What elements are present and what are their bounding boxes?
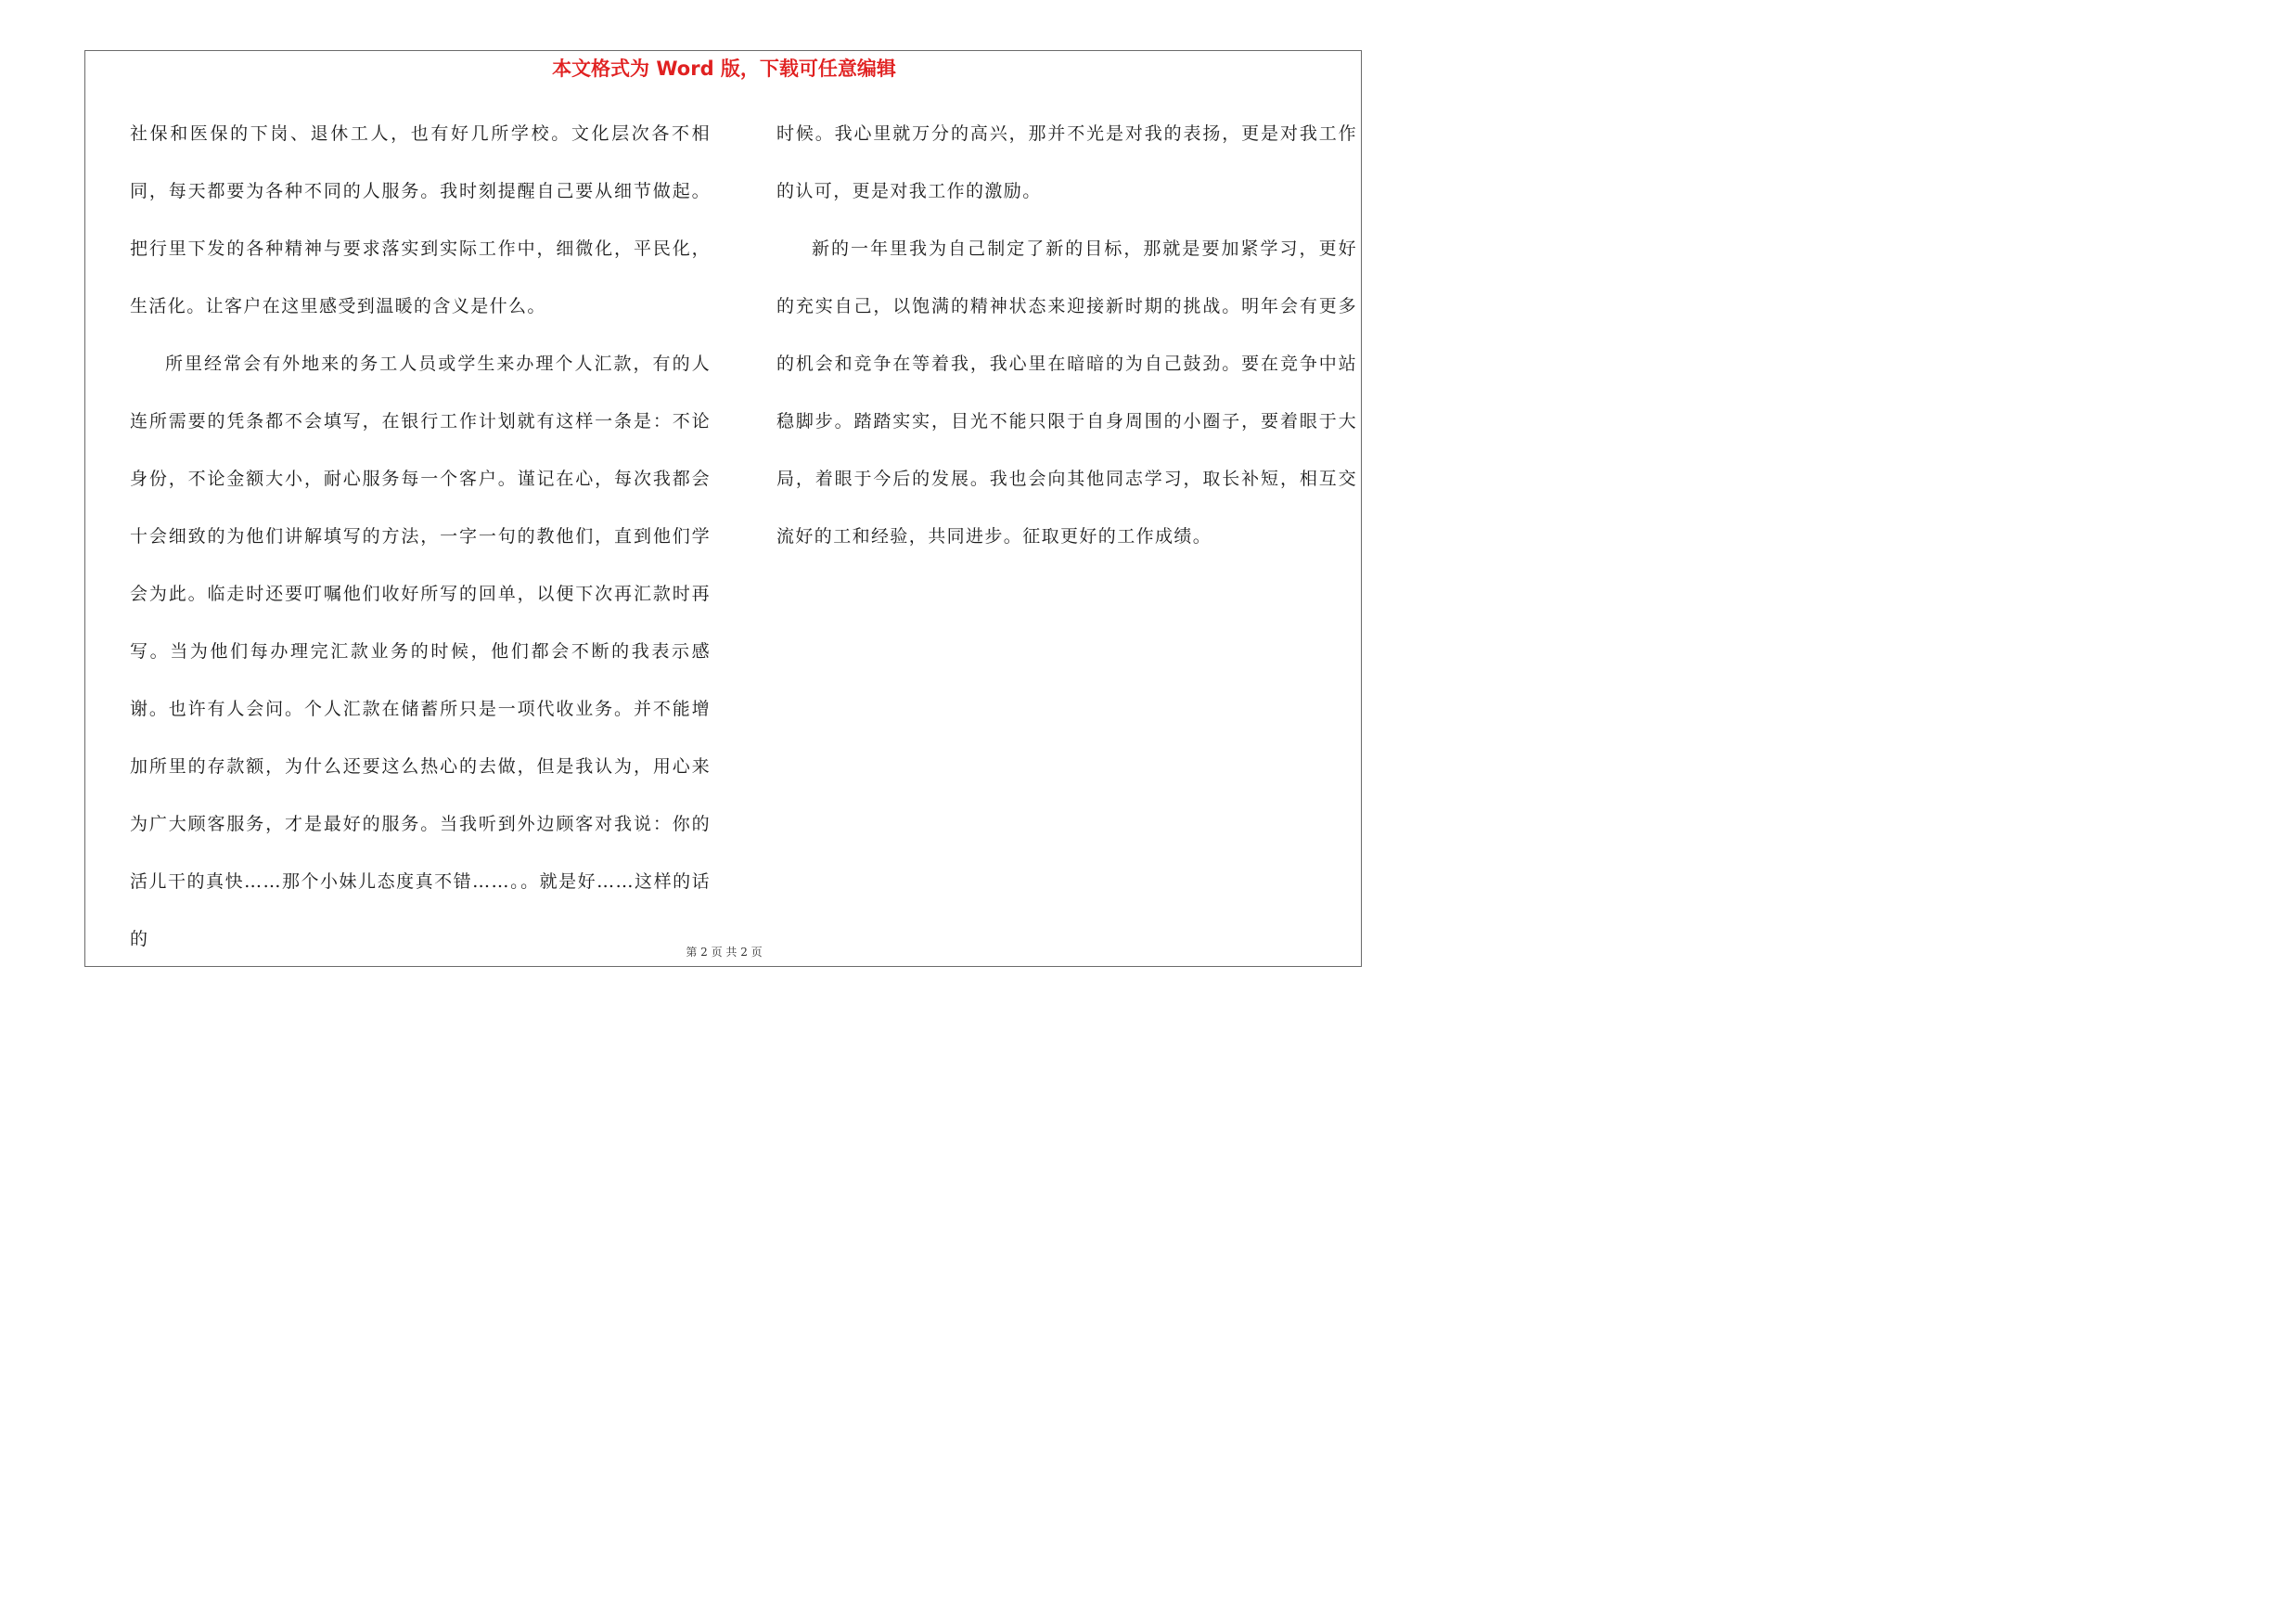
paragraph-continuation-right: 时候。我心里就万分的高兴，那并不光是对我的表扬，更是对我工作的认可，更是对我工作的激励。 [776, 123, 1357, 201]
right-text-column [776, 105, 1357, 565]
paragraph-remittance-service: 所里经常会有外地来的务工人员或学生来办理个人汇款，有的人连所需要的凭条都不会填写，在银行工作计划就有这样一条是：不论身份，不论金额大小，耐心服务每一个客户。谨记在心，每次我都会十会细致的为他们讲解填写的方法，一字一句的教他们，直到他们学会为此。临走时还要叮嘱他们收好所写的回单，以便下次再汇款时再写。当为他们每办理完汇款业务的时候，他们都会不断的我表示感谢。也许有人会问。个人汇款在储蓄所只是一项代收业务。并不能增加所里的存款额，为什么还要这么热心的去做，但是我认为，用心来为广大顾客服务，才是最好的服务。当我听到外边顾客对我说：你的活儿干的真快……那个小妹儿态度真不错……。。就是好……这样的话的 [130, 354, 711, 949]
left-text-column [130, 105, 711, 968]
paragraph-new-year-goals: 新的一年里我为自己制定了新的目标，那就是要加紧学习，更好的充实自己，以饱满的精神状态来迎接新时期的挑战。明年会有更多的机会和竞争在等着我，我心里在暗暗的为自己鼓劲。要在竞争中站稳脚步。踏踏实实，目光不能只限于自身周围的小圈子，要着眼于大局，着眼于今后的发展。我也会向其他同志学习，取长补短，相互交流好的工和经验，共同进步。征取更好的工作成绩。 [776, 238, 1357, 547]
paragraph-continuation: 社保和医保的下岗、退休工人，也有好几所学校。文化层次各不相同，每天都要为各种不同的人服务。我时刻提醒自己要从细节做起。把行里下发的各种精神与要求落实到实际工作中，细微化，平民化，生活化。让客户在这里感受到温暖的含义是什么。 [130, 123, 711, 316]
word-format-banner: 本文格式为 Word 版，下载可任意编辑 [552, 58, 896, 80]
page-number-footer: 第 2 页 共 2 页 [686, 946, 763, 959]
